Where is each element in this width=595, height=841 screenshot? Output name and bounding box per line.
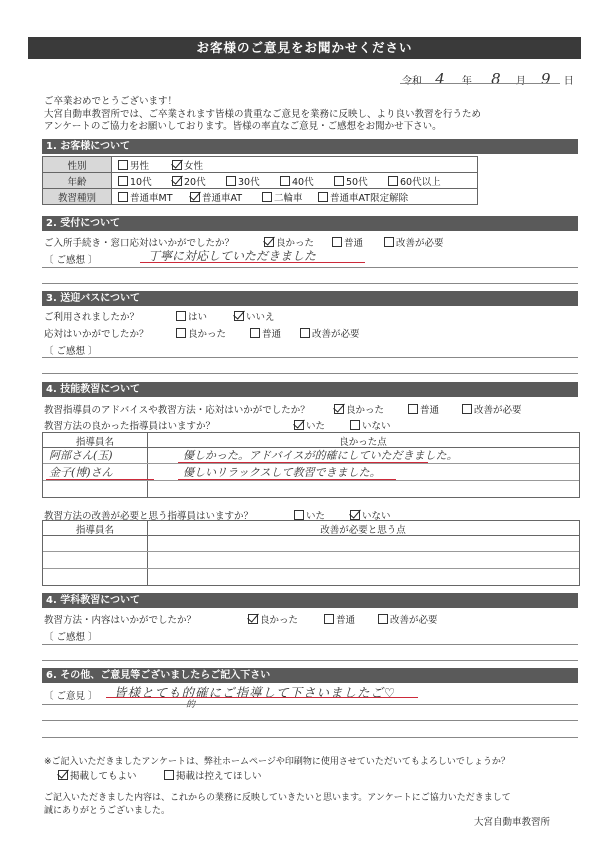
age-60s[interactable]: 60代以上	[388, 174, 441, 188]
section-shuttle: 3. 送迎バスについて	[42, 291, 578, 306]
age-20s[interactable]: 20代	[172, 174, 206, 188]
improve-instructor-no[interactable]: いない	[350, 508, 391, 522]
practical-improve[interactable]: 改善が必要	[462, 402, 522, 416]
reception-question: ご入所手続き・窓口応対はいかがでしたか？	[44, 238, 235, 249]
practical-q1: 教習指導員のアドバイスや教習方法・応対はいかがでしたか？	[44, 405, 310, 416]
good-instructor-no[interactable]: いない	[350, 418, 391, 432]
date-year: 4	[435, 70, 445, 88]
intro-line: アンケートのご協力をお願いしております。皆様の率直なご意見・ご感想をお聞かせ下さい。	[44, 121, 442, 132]
date-year-unit: 年	[461, 76, 472, 87]
organization-name: 大宮自動車教習所	[474, 817, 551, 828]
lecture-improve[interactable]: 改善が必要	[378, 612, 438, 626]
shuttle-q2: 応対はいかがでしたか？	[44, 329, 149, 340]
section-reception: 2. 受付について	[42, 216, 578, 231]
date-line	[402, 70, 574, 88]
reception-comment-label: 〔 ご感想 〕	[44, 255, 98, 266]
date-day: 9	[541, 70, 551, 88]
good-row-text[interactable]: 優しかった。アドバイスが的確にしていただきました。	[183, 449, 458, 462]
col-improve-points: 改善が必要と思う点	[320, 525, 406, 536]
publish-no[interactable]: 掲載は控えてほしい	[164, 768, 262, 782]
other-comment[interactable]: 皆様とても的確にご指導して下さいましたご♡	[114, 685, 397, 700]
gender-male[interactable]: 男性	[118, 158, 149, 172]
lecture-normal[interactable]: 普通	[324, 612, 355, 626]
customer-table	[42, 156, 478, 205]
practical-q3: 教習方法の改善が必要と思う指導員はいますか？	[44, 511, 254, 522]
thanks-line: 誠にありがとうございました。	[44, 806, 171, 816]
reception-comment[interactable]: 丁寧に対応していただきました	[148, 249, 317, 263]
good-instructor-yes[interactable]: いた	[294, 418, 325, 432]
thanks-line: ご記入いただきました内容は、これからの業務に反映していきたいと思います。アンケートにご協力いただきまして	[44, 793, 511, 803]
other-comment-label: 〔 ご意見 〕	[44, 691, 98, 702]
improve-instructor-table	[42, 520, 580, 586]
age-50s[interactable]: 50代	[334, 174, 368, 188]
other-comment-correction: 的	[186, 700, 196, 710]
type-at[interactable]: 普通車AT	[190, 190, 242, 204]
col-instructor-name-2: 指導員名	[75, 525, 114, 536]
good-instructor-table	[42, 432, 580, 498]
intro-text	[44, 96, 481, 134]
section-customer: 1. お客様について	[42, 139, 578, 154]
shuttle-normal[interactable]: 普通	[250, 326, 281, 340]
gender-label: 性別	[43, 157, 112, 173]
type-motorcycle[interactable]: 二輪車	[262, 190, 303, 204]
date-month: 8	[491, 70, 501, 88]
date-era: 令和	[402, 76, 422, 87]
shuttle-improve[interactable]: 改善が必要	[300, 326, 360, 340]
section-other: 6. その他、ご意見等ございましたらご記入下さい	[42, 668, 578, 683]
intro-line: ご卒業おめでとうございます！	[44, 96, 178, 107]
improve-instructor-yes[interactable]: いた	[294, 508, 325, 522]
shuttle-comment-label: 〔 ご感想 〕	[44, 346, 98, 357]
col-good-points: 良かった点	[339, 437, 387, 448]
reception-good[interactable]: 良かった	[264, 235, 314, 249]
col-instructor-name: 指導員名	[75, 437, 114, 448]
practical-q2: 教習方法の良かった指導員はいますか？	[44, 421, 216, 432]
gender-female[interactable]: 女性	[172, 158, 203, 172]
lecture-question: 教習方法・内容はいかがでしたか？	[44, 615, 197, 626]
date-day-unit: 日	[563, 76, 574, 87]
age-30s[interactable]: 30代	[226, 174, 260, 188]
shuttle-good[interactable]: 良かった	[176, 326, 226, 340]
publish-question: ※ご記入いただきましたアンケートは、弊社ホームページや印刷物に使用させていただいてもよろしいでしょうか？	[44, 757, 510, 767]
reception-improve[interactable]: 改善が必要	[384, 235, 444, 249]
date-month-unit: 月	[515, 76, 526, 87]
section-practical: 4. 技能教習について	[42, 382, 578, 397]
shuttle-no[interactable]: いいえ	[234, 309, 275, 323]
practical-normal[interactable]: 普通	[408, 402, 439, 416]
type-at-release[interactable]: 普通車AT限定解除	[318, 190, 408, 204]
good-row-name[interactable]: 金子(博)さん	[49, 466, 113, 479]
lecture-comment-label: 〔 ご感想 〕	[44, 632, 98, 643]
good-row-text[interactable]: 優しいリラックスして教習できました。	[183, 466, 381, 479]
section-lecture: 4. 学科教習について	[42, 593, 578, 608]
lecture-good[interactable]: 良かった	[248, 612, 298, 626]
publish-ok[interactable]: 掲載してもよい	[58, 768, 137, 782]
age-10s[interactable]: 10代	[118, 174, 152, 188]
shuttle-yes[interactable]: はい	[176, 309, 207, 323]
type-mt[interactable]: 普通車MT	[118, 190, 173, 204]
reception-normal[interactable]: 普通	[332, 235, 363, 249]
course-type-label: 教習種別	[43, 189, 112, 205]
shuttle-q1: ご利用されましたか？	[44, 312, 140, 323]
page-title: お客様のご意見をお聞かせください	[28, 37, 581, 59]
age-40s[interactable]: 40代	[280, 174, 314, 188]
good-row-name[interactable]: 阿部さん(玉)	[49, 449, 113, 462]
practical-good[interactable]: 良かった	[334, 402, 384, 416]
age-label: 年齢	[43, 173, 112, 189]
intro-line: 大宮自動車教習所では、ご卒業されます皆様の貴重なご意見を業務に反映し、より良い教習を行うため	[44, 108, 482, 120]
